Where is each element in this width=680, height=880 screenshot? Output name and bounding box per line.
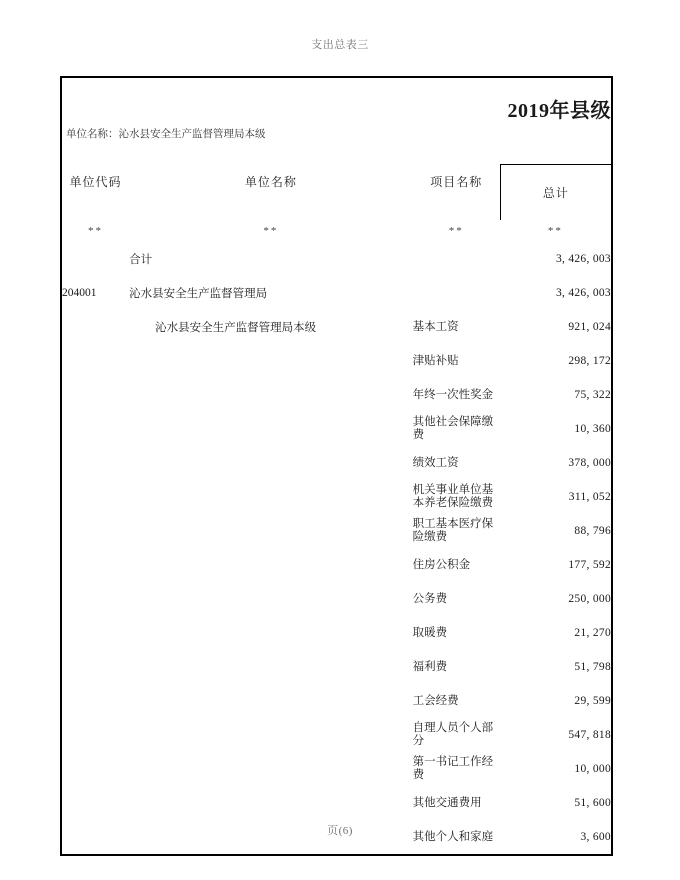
cell-total-amount: 3, 426, 003 xyxy=(555,287,611,299)
marker-unit-name: ** xyxy=(263,225,279,237)
table-row xyxy=(62,514,611,548)
table-row xyxy=(62,480,611,514)
strip-cell-2 xyxy=(129,78,413,91)
table-header-row xyxy=(62,142,611,220)
cell-unit-name: 合计 xyxy=(129,254,153,266)
unit-name-spacer xyxy=(500,125,611,142)
cell-unit-name xyxy=(129,616,413,650)
table-row xyxy=(62,276,611,310)
cell-unit-name xyxy=(129,446,413,480)
cell-item-name xyxy=(413,242,500,276)
cell-unit-name xyxy=(129,786,413,820)
table-row xyxy=(62,684,611,718)
cell-item-name: 第一书记工作经费 xyxy=(412,756,494,781)
cell-unit-code: 204001 xyxy=(62,287,97,299)
strip-cell-3 xyxy=(413,78,500,91)
header-item-name: 项目名称 xyxy=(430,174,483,189)
cell-total-amount: 547, 818 xyxy=(568,729,611,741)
cell-item-name: 其他个人和家庭 xyxy=(412,830,494,843)
marker-row xyxy=(62,220,611,242)
cell-total-amount: 311, 052 xyxy=(568,491,611,503)
document-title-cell xyxy=(62,91,611,125)
cell-item-name: 其他社会保障缴费 xyxy=(412,416,494,441)
page-footer: 页(6) xyxy=(327,825,353,837)
cell-unit-name xyxy=(129,650,413,684)
marker-item-name: ** xyxy=(448,225,464,237)
cell-unit-code xyxy=(62,378,129,412)
table-row xyxy=(62,718,611,752)
cell-item-name: 福利费 xyxy=(412,660,448,673)
unit-name-cell xyxy=(62,125,500,142)
cell-item-name xyxy=(413,276,500,310)
cell-unit-code xyxy=(62,582,129,616)
cell-total-amount: 177, 592 xyxy=(568,559,611,571)
table-row xyxy=(62,616,611,650)
cell-item-name: 公务费 xyxy=(412,592,448,605)
cell-item-name: 津贴补贴 xyxy=(412,354,459,367)
cell-total-amount: 3, 600 xyxy=(580,831,611,843)
cell-item-name: 工会经费 xyxy=(412,694,459,707)
cell-unit-code xyxy=(62,718,129,752)
header-total: 总计 xyxy=(500,164,611,220)
header-total-wrap xyxy=(500,142,611,220)
table-row xyxy=(62,242,611,276)
cell-unit-name xyxy=(129,582,413,616)
table-row xyxy=(62,650,611,684)
cell-unit-name: 沁水县安全生产监督管理局本级 xyxy=(155,322,317,334)
header-total-cell xyxy=(500,142,611,220)
cell-total-amount: 3, 426, 003 xyxy=(555,253,611,265)
cell-unit-name xyxy=(129,378,413,412)
cell-item-name: 其他交通费用 xyxy=(412,796,482,809)
cell-unit-name xyxy=(129,548,413,582)
cell-item-name: 年终一次性奖金 xyxy=(412,388,494,401)
marker-unit-code: ** xyxy=(88,225,104,237)
cell-unit-code xyxy=(62,310,129,344)
header-unit-code: 单位代码 xyxy=(69,174,122,189)
marker-total: ** xyxy=(547,225,563,237)
cell-unit-code xyxy=(62,446,129,480)
cell-unit-code xyxy=(62,242,129,276)
cell-item-name: 基本工资 xyxy=(412,320,459,333)
cell-unit-code xyxy=(62,412,129,446)
cell-total-amount: 51, 798 xyxy=(574,661,611,673)
cell-unit-code xyxy=(62,752,129,786)
header-unit-name: 单位名称 xyxy=(244,174,297,189)
cell-total-amount: 21, 270 xyxy=(574,627,611,639)
cell-unit-code xyxy=(62,650,129,684)
cell-unit-code xyxy=(62,548,129,582)
cell-item-name: 自理人员个人部分 xyxy=(412,722,494,747)
running-header: 支出总表三 xyxy=(311,39,369,51)
unit-name-label: 单位名称：沁水县安全生产监督管理局本级 xyxy=(66,129,266,140)
cell-unit-name xyxy=(129,752,413,786)
cell-unit-name xyxy=(129,684,413,718)
cell-unit-name xyxy=(129,412,413,446)
table-row xyxy=(62,582,611,616)
cell-unit-code xyxy=(62,344,129,378)
cell-total-amount: 250, 000 xyxy=(568,593,611,605)
unit-name-row xyxy=(62,125,611,142)
cell-total-amount: 88, 796 xyxy=(574,525,611,537)
sheet-top-strip xyxy=(62,78,611,91)
cell-item-name: 机关事业单位基本养老保险缴费 xyxy=(412,484,494,509)
cell-unit-name: 沁水县安全生产监督管理局 xyxy=(129,288,268,300)
table-row xyxy=(62,412,611,446)
cell-unit-name xyxy=(129,718,413,752)
cell-unit-code xyxy=(62,786,129,820)
cell-unit-name xyxy=(129,480,413,514)
cell-item-name: 住房公积金 xyxy=(412,558,471,571)
cell-unit-name xyxy=(129,344,413,378)
cell-total-amount: 10, 360 xyxy=(574,423,611,435)
cell-total-amount: 51, 600 xyxy=(574,797,611,809)
cell-unit-code xyxy=(62,480,129,514)
table-row xyxy=(62,310,611,344)
cell-item-name: 取暖费 xyxy=(412,626,448,639)
cell-total-amount: 921, 024 xyxy=(568,321,611,333)
title-row xyxy=(62,91,611,125)
cell-total-amount: 378, 000 xyxy=(568,457,611,469)
strip-cell-4 xyxy=(500,78,611,91)
strip-cell-1 xyxy=(62,78,129,91)
table-row xyxy=(62,786,611,820)
cell-unit-code xyxy=(62,616,129,650)
cell-unit-code xyxy=(62,514,129,548)
cell-unit-name xyxy=(129,514,413,548)
table-row xyxy=(62,548,611,582)
cell-item-name: 绩效工资 xyxy=(412,456,459,469)
table-row xyxy=(62,344,611,378)
table-row xyxy=(62,752,611,786)
budget-table xyxy=(62,78,611,854)
cell-unit-code xyxy=(62,684,129,718)
cell-item-name: 职工基本医疗保险缴费 xyxy=(412,518,494,543)
budget-sheet xyxy=(60,76,613,856)
cell-total-amount: 10, 000 xyxy=(574,763,611,775)
cell-total-amount: 29, 599 xyxy=(574,695,611,707)
table-row xyxy=(62,378,611,412)
cell-total-amount: 298, 172 xyxy=(568,355,611,367)
document-title: 2019年县级 xyxy=(507,99,611,122)
cell-total-amount: 75, 322 xyxy=(574,389,611,401)
table-row xyxy=(62,446,611,480)
